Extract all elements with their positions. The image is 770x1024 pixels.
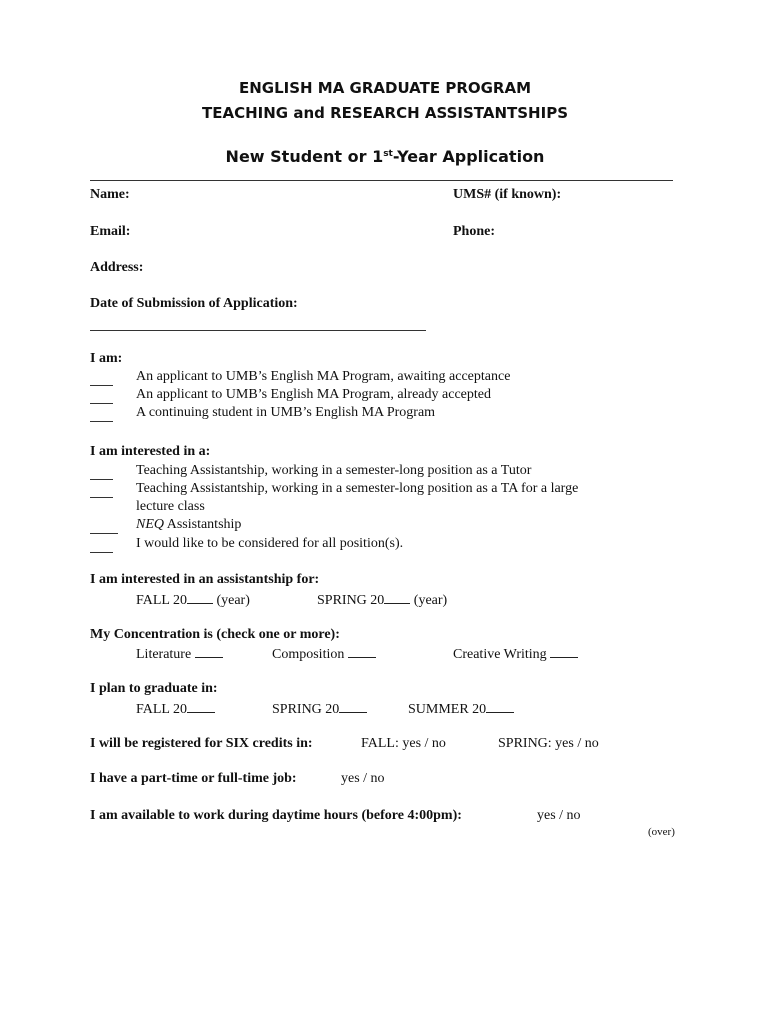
submission-date-line [90,330,426,331]
over-note: (over) [648,826,675,838]
fall-term: FALL 20 (year) [136,593,250,608]
spring-term: SPRING 20 (year) [317,593,448,608]
interest-option: I would like to be considered for all position(s). [136,536,404,551]
interest-heading: I am interested in a: [90,444,211,459]
graduate-fall: FALL 20 [136,700,215,718]
program-title: ENGLISH MA GRADUATE PROGRAM [238,79,532,97]
job-heading: I have a part-time or full-time job: [90,771,297,786]
concentration-creative-writing: Creative Writing [453,645,578,663]
phone-label: Phone: [453,224,495,239]
fill-in-blank [339,700,367,713]
credits-spring-answer: SPRING: yes / no [498,736,599,751]
concentration-heading: My Concentration is (check one or more): [90,627,340,642]
checkbox-line [90,497,113,498]
status-heading: I am: [90,351,123,366]
status-option: A continuing student in UMB’s English MA Program [136,405,436,420]
fill-in-blank [187,700,215,713]
assistantships-title: TEACHING and RESEARCH ASSISTANTSHIPS [202,104,568,122]
interest-option: Teaching Assistantship, working in a semester-long position as a TA for a large [136,481,579,496]
header-divider [90,180,673,181]
daytime-heading: I am available to work during daytime hours (before 4:00pm): [90,808,462,823]
daytime-answer: yes / no [537,808,581,823]
checkbox-line [90,421,113,422]
checkbox-line [90,479,113,480]
graduate-summer: SUMMER 20 [408,700,514,718]
credits-heading: I will be registered for SIX credits in: [90,736,313,751]
ums-label: UMS# (if known): [453,187,562,202]
name-label: Name: [90,187,130,202]
submission-date-label: Date of Submission of Application: [90,296,298,311]
interest-option: Teaching Assistantship, working in a semester-long position as a Tutor [136,463,532,478]
fill-in-blank [486,700,514,713]
concentration-composition: Composition [272,645,376,663]
job-answer: yes / no [341,771,385,786]
graduate-heading: I plan to graduate in: [90,681,218,696]
fill-in-blank [550,645,578,658]
address-label: Address: [90,260,144,275]
fill-in-blank [195,645,223,658]
status-option: An applicant to UMB’s English MA Program, awaiting acceptance [136,369,511,384]
credits-fall-answer: FALL: yes / no [361,736,446,751]
checkbox-line [90,533,118,534]
fill-in-blank [384,591,410,604]
checkbox-line [90,403,113,404]
interest-option-continued: lecture class [136,499,205,514]
fill-in-blank [187,591,213,604]
interest-option: NEQ Assistantship [136,517,242,532]
checkbox-line [90,552,113,553]
term-heading: I am interested in an assistantship for: [90,572,320,587]
graduate-spring: SPRING 20 [272,700,367,718]
concentration-literature: Literature [136,645,223,663]
email-label: Email: [90,224,131,239]
fill-in-blank [348,645,376,658]
application-title: New Student or 1st-Year Application [225,147,545,166]
checkbox-line [90,385,113,386]
status-option: An applicant to UMB’s English MA Program, already accepted [136,387,491,402]
